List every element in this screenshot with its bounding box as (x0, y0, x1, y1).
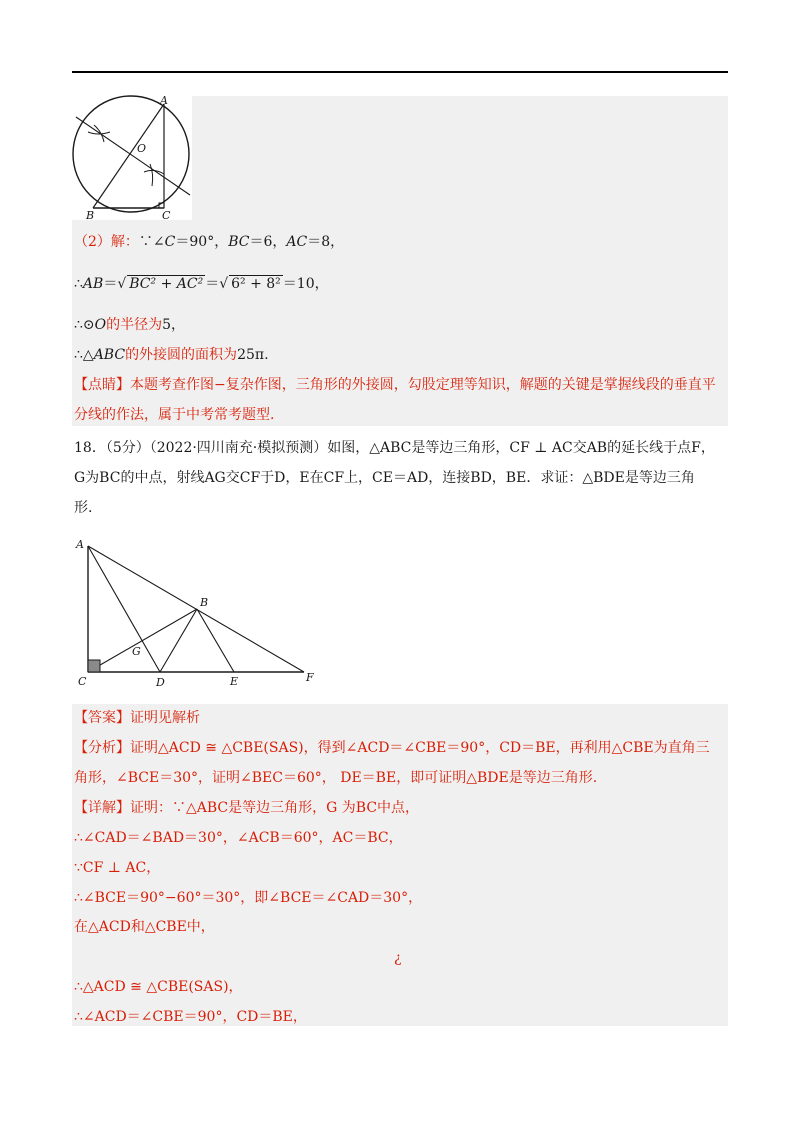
label-a: A (76, 538, 84, 551)
q18-line-1: 18．（5分）（2022·四川南充·模拟预测）如图，△ABC是等边三角形，CF ⊥ AC交AB的延长线于点F， (74, 440, 715, 456)
analysis-line-1: 【分析】证明△ACD ≅ △CBE(SAS)，得到∠ACD＝∠CBE＝90°，CD＝BE，再利用△CBE为直角三 (74, 740, 710, 756)
segment-bd (160, 609, 197, 672)
analysis-line-2: 角形，∠BCE＝30°，证明∠BEC＝60°， DE＝BE，即可证明△BDE是等边三角形. (74, 770, 598, 786)
detail-line-6: ∴△ACD ≅ △CBE(SAS)， (74, 979, 243, 995)
label-e: E (230, 675, 239, 688)
circumcircle-figure (66, 92, 196, 222)
segment-cb (88, 609, 197, 672)
segment-ad (88, 546, 160, 672)
label-a: A (160, 94, 168, 107)
comment-line-1: 【点睛】本题考查作图−复杂作图，三角形的外接圆，勾股定理等知识，解题的关键是掌握线段的垂直平 (74, 377, 716, 393)
header-rule (72, 71, 728, 73)
part2-given-line: （2）解：∵∠C＝90°，BC＝6，AC＝8， (74, 234, 345, 250)
part2-area-line: ∴△ABC的外接圆的面积为25π. (74, 347, 269, 363)
answer-line: 【答案】证明见解析 (74, 710, 200, 726)
label-b: B (86, 209, 95, 222)
q18-line-2: G为BC的中点，射线AG交CF于D，E在CF上，CE＝AD，连接BD，BE．求证：△BDE是等边三角 (74, 470, 695, 486)
comment-line-2: 分线的作法，属于中考常考题型. (74, 407, 275, 423)
missing-glyph: ¿ (394, 950, 402, 966)
q18-line-3: 形. (74, 500, 93, 516)
detail-line-3: ∵CF ⊥ AC， (74, 860, 161, 876)
label-o: O (137, 142, 147, 155)
segment-be (197, 609, 234, 672)
detail-line-7: ∴∠ACD＝∠CBE＝90°，CD＝BE， (74, 1009, 307, 1025)
label-c: C (162, 209, 171, 222)
detail-line-5: 在△ACD和△CBE中， (74, 919, 215, 935)
label-c: C (78, 675, 87, 688)
label-f: F (306, 671, 314, 684)
right-angle-mark (88, 660, 100, 672)
solution-block-top (192, 96, 728, 220)
detail-line-2: ∴∠CAD＝∠BAD＝30°，∠ACB＝60°，AC＝BC， (74, 830, 403, 846)
segment-ab (93, 104, 164, 208)
part2-radius-line: ∴⊙O的半径为5， (74, 317, 186, 333)
perpendicular-bisector (76, 117, 190, 195)
detail-line-1: 【详解】证明：∵△ABC是等边三角形，G 为BC中点， (74, 800, 420, 816)
label-g: G (132, 645, 141, 658)
detail-line-4: ∴∠BCE＝90°−60°＝30°，即∠BCE＝∠CAD＝30°， (74, 890, 423, 906)
label-d: D (156, 676, 165, 689)
label-b: B (200, 596, 209, 609)
triangle-figure (72, 532, 332, 692)
part2-ab-line: ∴AB＝√ BC² + AC² ＝√ 6² + 8² ＝10， (74, 276, 329, 292)
